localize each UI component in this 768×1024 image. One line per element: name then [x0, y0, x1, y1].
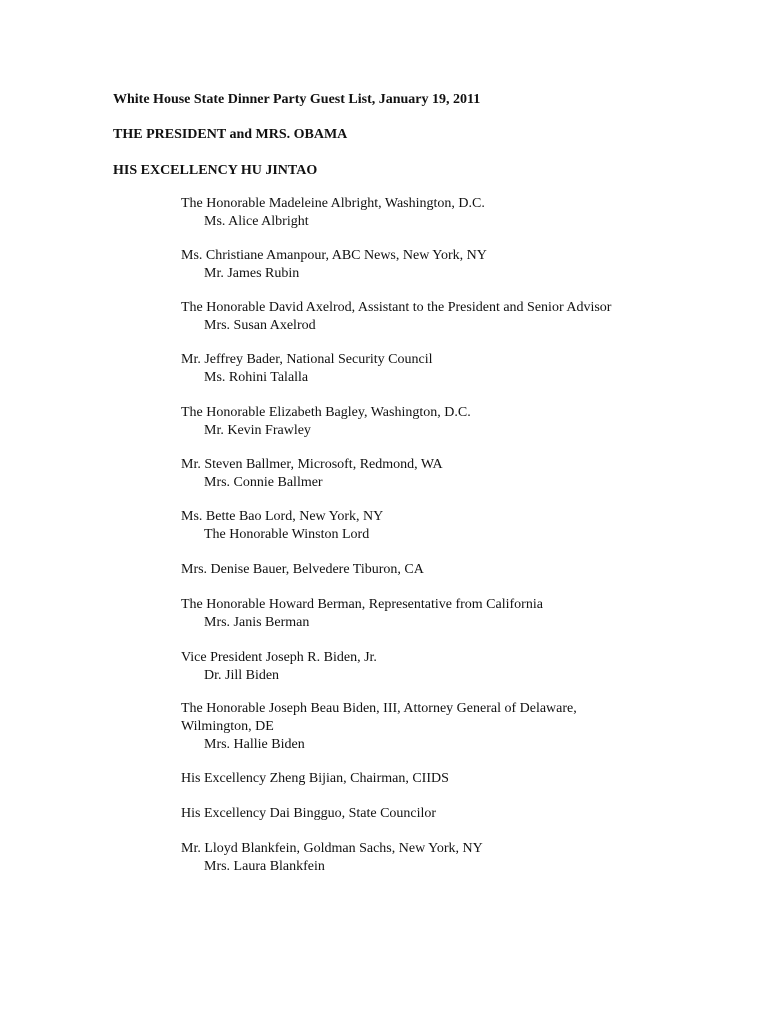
list-item: [181, 770, 449, 788]
entry-guest: The Honorable Winston Lord: [204, 527, 370, 542]
entry-primary: Mrs. Denise Bauer, Belvedere Tiburon, CA: [181, 562, 424, 577]
list-item: [181, 404, 471, 440]
list-item: [181, 299, 611, 335]
entry-guest: Mrs. Connie Ballmer: [204, 475, 323, 490]
entry-primary: Mr. Steven Ballmer, Microsoft, Redmond, WA: [181, 457, 443, 472]
entry-primary: The Honorable Joseph Beau Biden, III, Attorney General of Delaware,: [181, 701, 577, 716]
entry-guest: Mr. Kevin Frawley: [204, 423, 311, 438]
list-item: [181, 195, 485, 231]
list-item: [181, 508, 383, 544]
entry-primary: The Honorable David Axelrod, Assistant to the President and Senior Advisor: [181, 300, 612, 315]
list-item: [181, 840, 483, 876]
entry-primary: Ms. Bette Bao Lord, New York, NY: [181, 509, 384, 524]
list-item: [181, 596, 543, 632]
document-title: White House State Dinner Party Guest List, January 19, 2011: [113, 92, 481, 107]
entry-primary: Vice President Joseph R. Biden, Jr.: [181, 650, 377, 665]
entry-guest: Mr. James Rubin: [204, 266, 300, 281]
hosts-heading: THE PRESIDENT and MRS. OBAMA: [113, 127, 348, 142]
list-item: [181, 456, 443, 492]
entry-primary: The Honorable Howard Berman, Representative from California: [181, 597, 543, 612]
entry-guest: Mrs. Susan Axelrod: [204, 318, 316, 333]
entry-guest: Mrs. Janis Berman: [204, 615, 310, 630]
entry-guest: Mrs. Laura Blankfein: [204, 859, 325, 874]
entry-primary: Mr. Lloyd Blankfein, Goldman Sachs, New York, NY: [181, 841, 483, 856]
entry-primary-continued: Wilmington, DE: [181, 719, 274, 734]
guest-of-honor-heading: HIS EXCELLENCY HU JINTAO: [113, 163, 318, 178]
list-item: [181, 561, 424, 579]
entry-primary: The Honorable Madeleine Albright, Washington, D.C.: [181, 196, 485, 211]
entry-guest: Dr. Jill Biden: [204, 668, 280, 683]
entry-primary: His Excellency Zheng Bijian, Chairman, CIIDS: [181, 771, 449, 786]
entry-primary: Ms. Christiane Amanpour, ABC News, New York, NY: [181, 248, 487, 263]
entry-primary: Mr. Jeffrey Bader, National Security Council: [181, 352, 433, 367]
entry-primary: His Excellency Dai Bingguo, State Councilor: [181, 806, 437, 821]
entry-guest: Ms. Rohini Talalla: [204, 370, 309, 385]
entry-guest: Mrs. Hallie Biden: [204, 737, 305, 752]
entry-guest: Ms. Alice Albright: [204, 214, 309, 229]
entry-primary: The Honorable Elizabeth Bagley, Washington, D.C.: [181, 405, 471, 420]
list-item: [181, 351, 433, 387]
list-item: [181, 649, 377, 685]
list-item: [181, 247, 487, 283]
list-item: [181, 805, 436, 823]
list-item: [181, 700, 577, 754]
